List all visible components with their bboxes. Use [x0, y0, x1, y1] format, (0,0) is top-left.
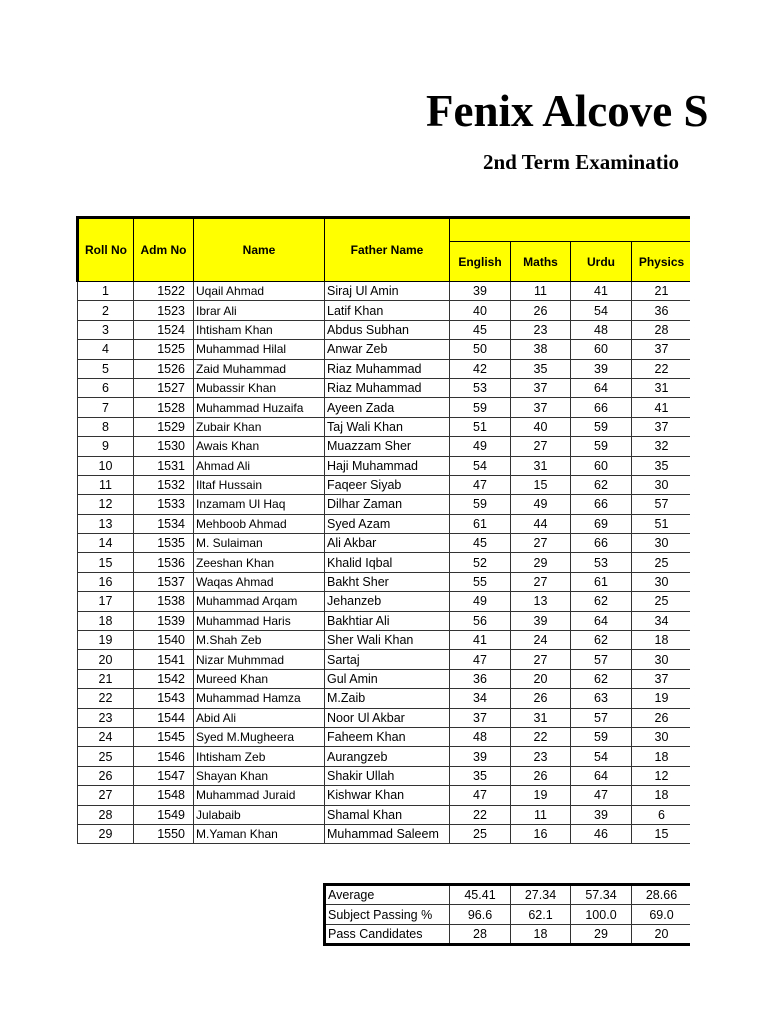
result-table	[76, 216, 690, 844]
roll-no-cell: 15	[78, 553, 134, 572]
adm-no-cell: 1540	[134, 631, 194, 650]
maths-mark-cell: 44	[511, 514, 571, 533]
header-row-top	[78, 218, 691, 242]
english-mark-cell: 59	[450, 495, 511, 514]
father-name-cell: Ali Akbar	[325, 534, 450, 553]
summary-table	[323, 883, 690, 946]
father-name-cell: Anwar Zeb	[325, 340, 450, 359]
physics-mark-cell: 35	[632, 456, 691, 475]
roll-no-cell: 18	[78, 611, 134, 630]
father-name-cell: Jehanzeb	[325, 592, 450, 611]
urdu-mark-cell: 64	[571, 611, 632, 630]
roll-no-cell: 9	[78, 437, 134, 456]
urdu-mark-cell: 61	[571, 572, 632, 591]
physics-mark-cell: 18	[632, 631, 691, 650]
maths-mark-cell: 22	[511, 727, 571, 746]
summary-value-cell: 69.0	[632, 905, 691, 925]
maths-mark-cell: 37	[511, 398, 571, 417]
adm-no-cell: 1544	[134, 708, 194, 727]
english-mark-cell: 47	[450, 650, 511, 669]
student-name-cell: Nizar Muhmmad	[194, 650, 325, 669]
father-name-cell: Haji Muhammad	[325, 456, 450, 475]
physics-mark-cell: 28	[632, 320, 691, 339]
table-row	[78, 747, 691, 766]
table-row	[78, 708, 691, 727]
physics-mark-cell: 12	[632, 766, 691, 785]
adm-no-cell: 1535	[134, 534, 194, 553]
roll-no-cell: 27	[78, 786, 134, 805]
maths-mark-cell: 13	[511, 592, 571, 611]
roll-no-cell: 21	[78, 669, 134, 688]
adm-no-cell: 1531	[134, 456, 194, 475]
physics-mark-cell: 18	[632, 786, 691, 805]
urdu-mark-cell: 69	[571, 514, 632, 533]
maths-mark-cell: 38	[511, 340, 571, 359]
english-mark-cell: 52	[450, 553, 511, 572]
maths-mark-cell: 39	[511, 611, 571, 630]
father-name-cell: Bakhtiar Ali	[325, 611, 450, 630]
roll-no-cell: 12	[78, 495, 134, 514]
father-name-cell: Abdus Subhan	[325, 320, 450, 339]
maths-mark-cell: 27	[511, 572, 571, 591]
english-mark-cell: 54	[450, 456, 511, 475]
adm-no-cell: 1530	[134, 437, 194, 456]
maths-mark-cell: 11	[511, 805, 571, 824]
table-row	[78, 727, 691, 746]
student-name-cell: M. Sulaiman	[194, 534, 325, 553]
father-name-cell: Muhammad Saleem	[325, 824, 450, 843]
physics-mark-cell: 15	[632, 824, 691, 843]
summary-value-cell: 45.41	[450, 885, 511, 905]
father-name-cell: Muazzam Sher	[325, 437, 450, 456]
maths-mark-cell: 40	[511, 417, 571, 436]
urdu-mark-cell: 46	[571, 824, 632, 843]
urdu-mark-cell: 59	[571, 417, 632, 436]
table-row	[78, 689, 691, 708]
roll-no-cell: 16	[78, 572, 134, 591]
urdu-mark-cell: 39	[571, 359, 632, 378]
physics-mark-cell: 41	[632, 398, 691, 417]
adm-no-cell: 1539	[134, 611, 194, 630]
student-name-cell: Zubair Khan	[194, 417, 325, 436]
maths-mark-cell: 37	[511, 378, 571, 397]
table-row	[78, 805, 691, 824]
physics-mark-cell: 34	[632, 611, 691, 630]
physics-mark-cell: 32	[632, 437, 691, 456]
header-father-name: Father Name	[325, 218, 450, 282]
table-row	[78, 650, 691, 669]
physics-mark-cell: 30	[632, 572, 691, 591]
summary-value-cell: 18	[511, 925, 571, 945]
summary-value-cell: 57.34	[571, 885, 632, 905]
urdu-mark-cell: 59	[571, 727, 632, 746]
result-body	[78, 282, 691, 844]
student-name-cell: Muhammad Huzaifa	[194, 398, 325, 417]
adm-no-cell: 1525	[134, 340, 194, 359]
adm-no-cell: 1534	[134, 514, 194, 533]
father-name-cell: M.Zaib	[325, 689, 450, 708]
adm-no-cell: 1547	[134, 766, 194, 785]
english-mark-cell: 40	[450, 301, 511, 320]
student-name-cell: Abid Ali	[194, 708, 325, 727]
adm-no-cell: 1527	[134, 378, 194, 397]
student-name-cell: Muhammad Hilal	[194, 340, 325, 359]
english-mark-cell: 22	[450, 805, 511, 824]
english-mark-cell: 39	[450, 282, 511, 301]
urdu-mark-cell: 39	[571, 805, 632, 824]
maths-mark-cell: 49	[511, 495, 571, 514]
father-name-cell: Siraj Ul Amin	[325, 282, 450, 301]
maths-mark-cell: 19	[511, 786, 571, 805]
student-name-cell: Mubassir Khan	[194, 378, 325, 397]
maths-mark-cell: 27	[511, 437, 571, 456]
table-row	[78, 417, 691, 436]
english-mark-cell: 61	[450, 514, 511, 533]
maths-mark-cell: 26	[511, 301, 571, 320]
urdu-mark-cell: 62	[571, 592, 632, 611]
physics-mark-cell: 30	[632, 534, 691, 553]
adm-no-cell: 1532	[134, 475, 194, 494]
english-mark-cell: 47	[450, 475, 511, 494]
adm-no-cell: 1523	[134, 301, 194, 320]
english-mark-cell: 34	[450, 689, 511, 708]
urdu-mark-cell: 57	[571, 650, 632, 669]
urdu-mark-cell: 62	[571, 475, 632, 494]
father-name-cell: Sartaj	[325, 650, 450, 669]
summary-value-cell: 29	[571, 925, 632, 945]
father-name-cell: Aurangzeb	[325, 747, 450, 766]
english-mark-cell: 53	[450, 378, 511, 397]
father-name-cell: Bakht Sher	[325, 572, 450, 591]
table-row	[78, 572, 691, 591]
adm-no-cell: 1538	[134, 592, 194, 611]
table-row	[78, 398, 691, 417]
student-name-cell: Uqail Ahmad	[194, 282, 325, 301]
urdu-mark-cell: 63	[571, 689, 632, 708]
english-mark-cell: 47	[450, 786, 511, 805]
physics-mark-cell: 25	[632, 592, 691, 611]
adm-no-cell: 1543	[134, 689, 194, 708]
adm-no-cell: 1522	[134, 282, 194, 301]
student-name-cell: Mureed Khan	[194, 669, 325, 688]
father-name-cell: Khalid Iqbal	[325, 553, 450, 572]
english-mark-cell: 25	[450, 824, 511, 843]
father-name-cell: Latif Khan	[325, 301, 450, 320]
roll-no-cell: 5	[78, 359, 134, 378]
english-mark-cell: 48	[450, 727, 511, 746]
maths-mark-cell: 24	[511, 631, 571, 650]
maths-mark-cell: 23	[511, 747, 571, 766]
summary-value-cell: 62.1	[511, 905, 571, 925]
summary-value-cell: 96.6	[450, 905, 511, 925]
table-row	[78, 611, 691, 630]
father-name-cell: Taj Wali Khan	[325, 417, 450, 436]
roll-no-cell: 20	[78, 650, 134, 669]
table-row	[78, 669, 691, 688]
student-name-cell: Ibrar Ali	[194, 301, 325, 320]
summary-value-cell: 28.66	[632, 885, 691, 905]
roll-no-cell: 17	[78, 592, 134, 611]
physics-mark-cell: 25	[632, 553, 691, 572]
header-physics: Physics	[632, 242, 691, 282]
summary-value-cell: 28	[450, 925, 511, 945]
table-row	[78, 282, 691, 301]
physics-mark-cell: 37	[632, 340, 691, 359]
roll-no-cell: 2	[78, 301, 134, 320]
roll-no-cell: 24	[78, 727, 134, 746]
table-row	[78, 786, 691, 805]
english-mark-cell: 45	[450, 534, 511, 553]
father-name-cell: Syed Azam	[325, 514, 450, 533]
summary-value-cell: 27.34	[511, 885, 571, 905]
english-mark-cell: 37	[450, 708, 511, 727]
english-mark-cell: 45	[450, 320, 511, 339]
roll-no-cell: 1	[78, 282, 134, 301]
adm-no-cell: 1546	[134, 747, 194, 766]
student-name-cell: Iltaf Hussain	[194, 475, 325, 494]
english-mark-cell: 35	[450, 766, 511, 785]
table-row	[78, 475, 691, 494]
father-name-cell: Riaz Muhammad	[325, 359, 450, 378]
roll-no-cell: 3	[78, 320, 134, 339]
urdu-mark-cell: 57	[571, 708, 632, 727]
roll-no-cell: 4	[78, 340, 134, 359]
father-name-cell: Riaz Muhammad	[325, 378, 450, 397]
table-row	[78, 378, 691, 397]
adm-no-cell: 1549	[134, 805, 194, 824]
physics-mark-cell: 30	[632, 475, 691, 494]
header-name: Name	[194, 218, 325, 282]
header-roll-no: Roll No	[78, 218, 134, 282]
urdu-mark-cell: 64	[571, 766, 632, 785]
adm-no-cell: 1536	[134, 553, 194, 572]
father-name-cell: Faqeer Siyab	[325, 475, 450, 494]
adm-no-cell: 1524	[134, 320, 194, 339]
father-name-cell: Noor Ul Akbar	[325, 708, 450, 727]
adm-no-cell: 1542	[134, 669, 194, 688]
english-mark-cell: 51	[450, 417, 511, 436]
roll-no-cell: 25	[78, 747, 134, 766]
physics-mark-cell: 37	[632, 417, 691, 436]
summary-body	[325, 885, 691, 945]
maths-mark-cell: 31	[511, 708, 571, 727]
urdu-mark-cell: 66	[571, 534, 632, 553]
table-row	[78, 359, 691, 378]
roll-no-cell: 13	[78, 514, 134, 533]
maths-mark-cell: 15	[511, 475, 571, 494]
maths-mark-cell: 27	[511, 650, 571, 669]
english-mark-cell: 42	[450, 359, 511, 378]
maths-mark-cell: 26	[511, 689, 571, 708]
roll-no-cell: 28	[78, 805, 134, 824]
header-urdu: Urdu	[571, 242, 632, 282]
roll-no-cell: 29	[78, 824, 134, 843]
maths-mark-cell: 11	[511, 282, 571, 301]
roll-no-cell: 26	[78, 766, 134, 785]
urdu-mark-cell: 66	[571, 398, 632, 417]
adm-no-cell: 1526	[134, 359, 194, 378]
summary-value-cell: 100.0	[571, 905, 632, 925]
english-mark-cell: 55	[450, 572, 511, 591]
roll-no-cell: 23	[78, 708, 134, 727]
header-subjects-group	[450, 218, 691, 242]
student-name-cell: M.Yaman Khan	[194, 824, 325, 843]
roll-no-cell: 19	[78, 631, 134, 650]
adm-no-cell: 1545	[134, 727, 194, 746]
adm-no-cell: 1550	[134, 824, 194, 843]
table-row	[78, 553, 691, 572]
physics-mark-cell: 30	[632, 727, 691, 746]
english-mark-cell: 49	[450, 437, 511, 456]
physics-mark-cell: 22	[632, 359, 691, 378]
urdu-mark-cell: 47	[571, 786, 632, 805]
maths-mark-cell: 26	[511, 766, 571, 785]
urdu-mark-cell: 53	[571, 553, 632, 572]
table-row	[78, 340, 691, 359]
maths-mark-cell: 23	[511, 320, 571, 339]
summary-row	[325, 905, 691, 925]
urdu-mark-cell: 66	[571, 495, 632, 514]
adm-no-cell: 1528	[134, 398, 194, 417]
student-name-cell: Shayan Khan	[194, 766, 325, 785]
father-name-cell: Kishwar Khan	[325, 786, 450, 805]
father-name-cell: Dilhar Zaman	[325, 495, 450, 514]
table-row	[78, 437, 691, 456]
student-name-cell: Mehboob Ahmad	[194, 514, 325, 533]
roll-no-cell: 10	[78, 456, 134, 475]
physics-mark-cell: 31	[632, 378, 691, 397]
urdu-mark-cell: 48	[571, 320, 632, 339]
urdu-mark-cell: 41	[571, 282, 632, 301]
english-mark-cell: 41	[450, 631, 511, 650]
father-name-cell: Shakir Ullah	[325, 766, 450, 785]
student-name-cell: Syed M.Mugheera	[194, 727, 325, 746]
student-name-cell: Julabaib	[194, 805, 325, 824]
adm-no-cell: 1548	[134, 786, 194, 805]
roll-no-cell: 8	[78, 417, 134, 436]
roll-no-cell: 7	[78, 398, 134, 417]
urdu-mark-cell: 54	[571, 747, 632, 766]
summary-row	[325, 885, 691, 905]
table-row	[78, 766, 691, 785]
student-name-cell: Muhammad Arqam	[194, 592, 325, 611]
urdu-mark-cell: 59	[571, 437, 632, 456]
father-name-cell: Faheem Khan	[325, 727, 450, 746]
summary-label: Pass Candidates	[325, 925, 450, 945]
english-mark-cell: 39	[450, 747, 511, 766]
maths-mark-cell: 16	[511, 824, 571, 843]
student-name-cell: Waqas Ahmad	[194, 572, 325, 591]
adm-no-cell: 1541	[134, 650, 194, 669]
english-mark-cell: 56	[450, 611, 511, 630]
english-mark-cell: 50	[450, 340, 511, 359]
student-name-cell: Ihtisham Khan	[194, 320, 325, 339]
maths-mark-cell: 31	[511, 456, 571, 475]
school-title: Fenix Alcove S	[426, 86, 709, 136]
physics-mark-cell: 26	[632, 708, 691, 727]
urdu-mark-cell: 54	[571, 301, 632, 320]
summary-label: Average	[325, 885, 450, 905]
student-name-cell: Muhammad Haris	[194, 611, 325, 630]
physics-mark-cell: 57	[632, 495, 691, 514]
physics-mark-cell: 6	[632, 805, 691, 824]
table-row	[78, 320, 691, 339]
table-row	[78, 456, 691, 475]
student-name-cell: M.Shah Zeb	[194, 631, 325, 650]
father-name-cell: Sher Wali Khan	[325, 631, 450, 650]
student-name-cell: Zaid Muhammad	[194, 359, 325, 378]
adm-no-cell: 1537	[134, 572, 194, 591]
student-name-cell: Ihtisham Zeb	[194, 747, 325, 766]
header-english: English	[450, 242, 511, 282]
table-row	[78, 495, 691, 514]
roll-no-cell: 6	[78, 378, 134, 397]
table-row	[78, 631, 691, 650]
father-name-cell: Ayeen Zada	[325, 398, 450, 417]
summary-label: Subject Passing %	[325, 905, 450, 925]
maths-mark-cell: 35	[511, 359, 571, 378]
physics-mark-cell: 51	[632, 514, 691, 533]
summary-row	[325, 925, 691, 945]
exam-subtitle: 2nd Term Examinatio	[483, 150, 680, 174]
student-name-cell: Zeeshan Khan	[194, 553, 325, 572]
english-mark-cell: 49	[450, 592, 511, 611]
student-name-cell: Inzamam Ul Haq	[194, 495, 325, 514]
adm-no-cell: 1529	[134, 417, 194, 436]
student-name-cell: Awais Khan	[194, 437, 325, 456]
maths-mark-cell: 20	[511, 669, 571, 688]
header-adm-no: Adm No	[134, 218, 194, 282]
table-row	[78, 514, 691, 533]
roll-no-cell: 11	[78, 475, 134, 494]
urdu-mark-cell: 64	[571, 378, 632, 397]
physics-mark-cell: 21	[632, 282, 691, 301]
adm-no-cell: 1533	[134, 495, 194, 514]
summary-value-cell: 20	[632, 925, 691, 945]
table-row	[78, 301, 691, 320]
student-name-cell: Ahmad Ali	[194, 456, 325, 475]
roll-no-cell: 22	[78, 689, 134, 708]
english-mark-cell: 59	[450, 398, 511, 417]
header-maths: Maths	[511, 242, 571, 282]
physics-mark-cell: 19	[632, 689, 691, 708]
urdu-mark-cell: 62	[571, 631, 632, 650]
urdu-mark-cell: 60	[571, 340, 632, 359]
maths-mark-cell: 27	[511, 534, 571, 553]
physics-mark-cell: 36	[632, 301, 691, 320]
table-row	[78, 824, 691, 843]
student-name-cell: Muhammad Juraid	[194, 786, 325, 805]
physics-mark-cell: 37	[632, 669, 691, 688]
student-name-cell: Muhammad Hamza	[194, 689, 325, 708]
urdu-mark-cell: 62	[571, 669, 632, 688]
physics-mark-cell: 30	[632, 650, 691, 669]
father-name-cell: Gul Amin	[325, 669, 450, 688]
urdu-mark-cell: 60	[571, 456, 632, 475]
physics-mark-cell: 18	[632, 747, 691, 766]
table-row	[78, 592, 691, 611]
english-mark-cell: 36	[450, 669, 511, 688]
roll-no-cell: 14	[78, 534, 134, 553]
maths-mark-cell: 29	[511, 553, 571, 572]
father-name-cell: Shamal Khan	[325, 805, 450, 824]
table-row	[78, 534, 691, 553]
